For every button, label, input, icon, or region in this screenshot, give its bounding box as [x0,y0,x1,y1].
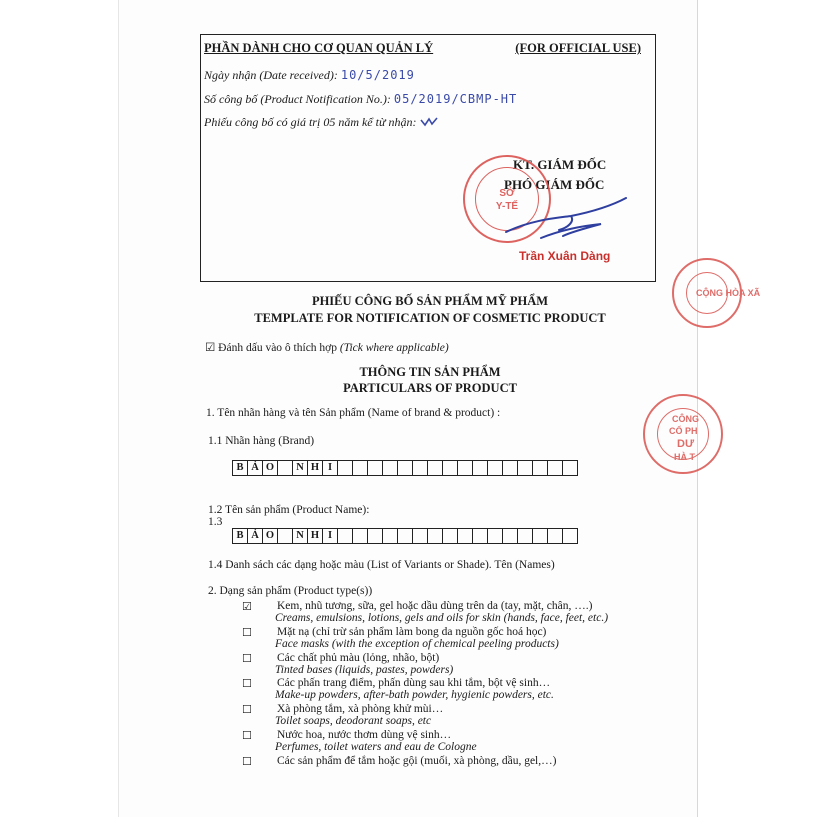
product-letter-cell: B [233,529,248,544]
brand-letter-cell [443,461,458,476]
brand-letter-cell [428,461,443,476]
brand-letter-cell [383,461,398,476]
product-type-checkbox[interactable]: ☐ [242,677,252,690]
seal-line-1: SỞ [499,188,515,199]
notification-number-value: 05/2019/CBMP-HT [393,92,518,106]
product-letter-cell [338,529,353,544]
edge-stamp-line-2: CỔ PH [669,426,698,436]
product-letter-cell [518,529,533,544]
seal-line-2: Y-TẾ [495,201,519,212]
brand-letter-cell [353,461,368,476]
edge-stamp-line-3: DƯ [677,438,695,450]
form-title-en: TEMPLATE FOR NOTIFICATION OF COSMETIC PRODUCT [254,311,606,325]
product-letter-cell [488,529,503,544]
brand-letter-cell [413,461,428,476]
product-type-label-vi: Mặt nạ (chỉ trừ sản phẩm làm bong da nguồn gốc hoá học) [277,626,547,638]
edge-stamp-top-text: CỘNG HÒA XÃ [696,288,761,298]
brand-letter-cell [503,461,518,476]
product-letter-cell [368,529,383,544]
item-1-2-label: 1.2 Tên sản phẩm (Product Name): [208,504,370,516]
product-type-label-vi: Các chất phủ màu (lỏng, nhão, bột) [277,652,440,664]
edge-stamp-line-4: HÀ T [674,452,695,462]
product-type-checkbox[interactable]: ☐ [242,755,252,768]
product-letter-cell: O [263,529,278,544]
brand-letter-cell [473,461,488,476]
product-type-checkbox[interactable]: ☐ [242,703,252,716]
product-letter-cell [473,529,488,544]
product-letter-cell: N [293,529,308,544]
product-letter-cell [398,529,413,544]
product-type-label-vi: Nước hoa, nước thơm dùng vệ sinh… [277,729,452,741]
section-title-vi: THÔNG TIN SẢN PHẨM [359,365,501,379]
product-letter-cell: I [323,529,338,544]
brand-letter-grid [232,460,578,476]
product-type-checkbox[interactable]: ☐ [242,729,252,742]
product-type-label-vi: Các sản phẩm để tắm hoặc gội (muối, xà phòng, dầu, gel,…) [277,755,557,767]
item-1-1-label: 1.1 Nhãn hàng (Brand) [208,435,315,447]
validity-line [204,115,438,130]
product-letter-cell [458,529,473,544]
item-2-label: 2. Dạng sản phẩm (Product type(s)) [208,585,373,597]
product-letter-cell [383,529,398,544]
brand-letter-cell: I [323,461,338,476]
signer-title-deputy: PHÓ GIÁM ĐỐC [504,177,605,192]
brand-letter-cell [563,461,578,476]
validity-label: Phiếu công bố có giá trị 05 năm kể từ nhận: [204,115,417,129]
item-1-label: 1. Tên nhãn hàng và tên Sản phẩm (Name of brand & product) : [206,407,501,419]
product-type-label-en: Make-up powders, after-bath powder, hygienic powders, etc. [275,689,554,701]
product-type-label-en: Tinted bases (liquids, pastes, powders) [275,664,454,676]
brand-letter-cell [518,461,533,476]
product-letter-cell: H [308,529,323,544]
product-letter-cell: Ả [248,529,263,544]
signer-name: Trần Xuân Dàng [519,249,611,263]
brand-letter-cell [278,461,293,476]
handwritten-mark [420,117,438,127]
form-title-vi: PHIẾU CÔNG BỐ SẢN PHẨM MỸ PHẨM [311,294,549,308]
edge-stamp-line-1: CÔNG [672,414,699,424]
product-type-label-vi: Các phấn trang điểm, phấn dùng sau khi tắm, bột vệ sinh… [277,677,551,689]
section-title-en: PARTICULARS OF PRODUCT [343,381,517,395]
edge-stamp-top [672,258,761,328]
product-letter-grid [232,528,578,544]
product-letter-cell [563,529,578,544]
product-letter-cell [443,529,458,544]
brand-letter-cell [338,461,353,476]
official-use-box [200,34,656,282]
product-type-label-en: Creams, emulsions, lotions, gels and oils for skin (hands, face, feet, etc.) [275,612,609,624]
product-letter-cell [533,529,548,544]
product-letter-cell [428,529,443,544]
product-type-checkbox[interactable]: ☐ [242,626,252,639]
product-letter-cell [548,529,563,544]
brand-letter-cell: N [293,461,308,476]
product-letter-cell [353,529,368,544]
product-type-label-vi: Xà phòng tắm, xà phòng khử mùi… [277,703,444,715]
product-type-label-vi: Kem, nhũ tương, sữa, gel hoặc dầu dùng trên da (tay, mặt, chân, ….) [277,600,593,612]
handwritten-signature [501,190,631,250]
signer-title-director: KT. GIÁM ĐỐC [513,157,607,172]
tick-instruction [205,340,449,354]
item-1-4-label: 1.4 Danh sách các dạng hoặc màu (List of Variants or Shade). Tên (Names) [208,559,555,571]
brand-letter-cell [398,461,413,476]
date-received-value: 10/5/2019 [340,68,415,82]
brand-letter-cell: H [308,461,323,476]
brand-letter-cell [533,461,548,476]
tick-instruction-en: (Tick where applicable) [339,342,449,354]
notification-number-label: Số công bố (Product Notification No.): [204,92,391,106]
date-received-line [204,68,415,83]
brand-letter-cell [548,461,563,476]
date-received-label: Ngày nhận (Date received): [204,68,338,82]
item-1-3-label: 1.3 [208,516,223,528]
product-type-label-en: Perfumes, toilet waters and eau de Cologne [275,741,477,753]
brand-letter-cell [458,461,473,476]
brand-letter-cell: Ả [248,461,263,476]
brand-letter-cell [368,461,383,476]
brand-letter-cell [488,461,503,476]
tick-instruction-vi: ☑ Đánh dấu vào ô thích hợp [205,342,338,354]
product-letter-cell [503,529,518,544]
product-letter-cell [278,529,293,544]
notification-number-line [204,92,517,107]
product-type-checkbox[interactable]: ☐ [242,652,252,665]
product-type-label-en: Face masks (with the exception of chemical peeling products) [275,638,559,650]
edge-stamp-mid [643,394,723,474]
official-title-en: (FOR OFFICIAL USE) [515,41,641,55]
brand-letter-cell: O [263,461,278,476]
official-title-vi: PHẦN DÀNH CHO CƠ QUAN QUẢN LÝ [204,41,434,55]
product-type-label-en: Toilet soaps, deodorant soaps, etc [275,715,432,727]
product-letter-cell [413,529,428,544]
brand-letter-cell: B [233,461,248,476]
product-type-checkbox[interactable]: ☑ [242,600,252,613]
